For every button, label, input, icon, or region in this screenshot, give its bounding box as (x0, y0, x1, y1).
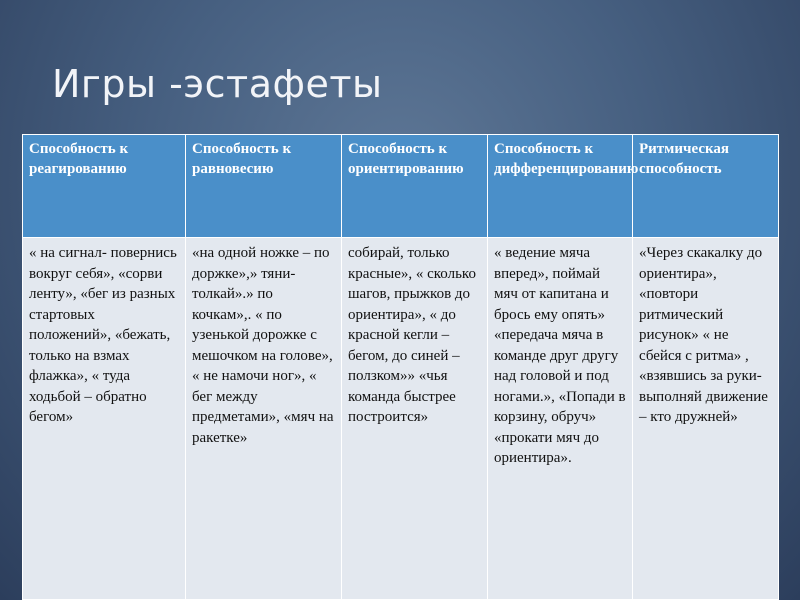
exercise-table (22, 134, 779, 600)
cell-orientation-games: собирай, только красные», « сколько шагов, прыжков до ориентира», « до красной кегли – бегом, до синей – ползком»» «чья команда быстрее построится» (342, 238, 488, 600)
header-differentiation: Способность к дифференцированию (488, 135, 633, 238)
table-row (23, 238, 779, 600)
cell-rhythm-games: «Через скакалку до ориентира», «повтори ритмический рисунок» « не сбейся с ритма» , «взявшись за руки- выполняй движение – кто дружней» (633, 238, 779, 600)
table-header-row (23, 135, 779, 238)
cell-reaction-games: « на сигнал- повернись вокруг себя», «сорви ленту», «бег из разных стартовых положений», «бежать, только на взмах флажка», « туда ходьбой – обратно бегом» (23, 238, 186, 600)
cell-differentiation-games: « ведение мяча вперед», поймай мяч от капитана и брось ему опять» «передача мяча в команде друг другу над головой и под ногами.», «Попади в корзину, обруч» «прокати мяч до ориентира». (488, 238, 633, 600)
cell-balance-games: «на одной ножке – по доржке»,» тяни- толкай».» по кочкам»,. « по узенькой дорожке с мешочком на голове», « не намочи ног», « бег между предметами», «мяч на ракетке» (186, 238, 342, 600)
header-balance: Способность к равновесию (186, 135, 342, 238)
header-reaction: Способность к реагированию (23, 135, 186, 238)
header-rhythm: Ритмическая способность (633, 135, 779, 238)
exercise-table-container (22, 134, 778, 600)
slide-title: Игры -эстафеты (52, 62, 383, 106)
header-orientation: Способность к ориентированию (342, 135, 488, 238)
